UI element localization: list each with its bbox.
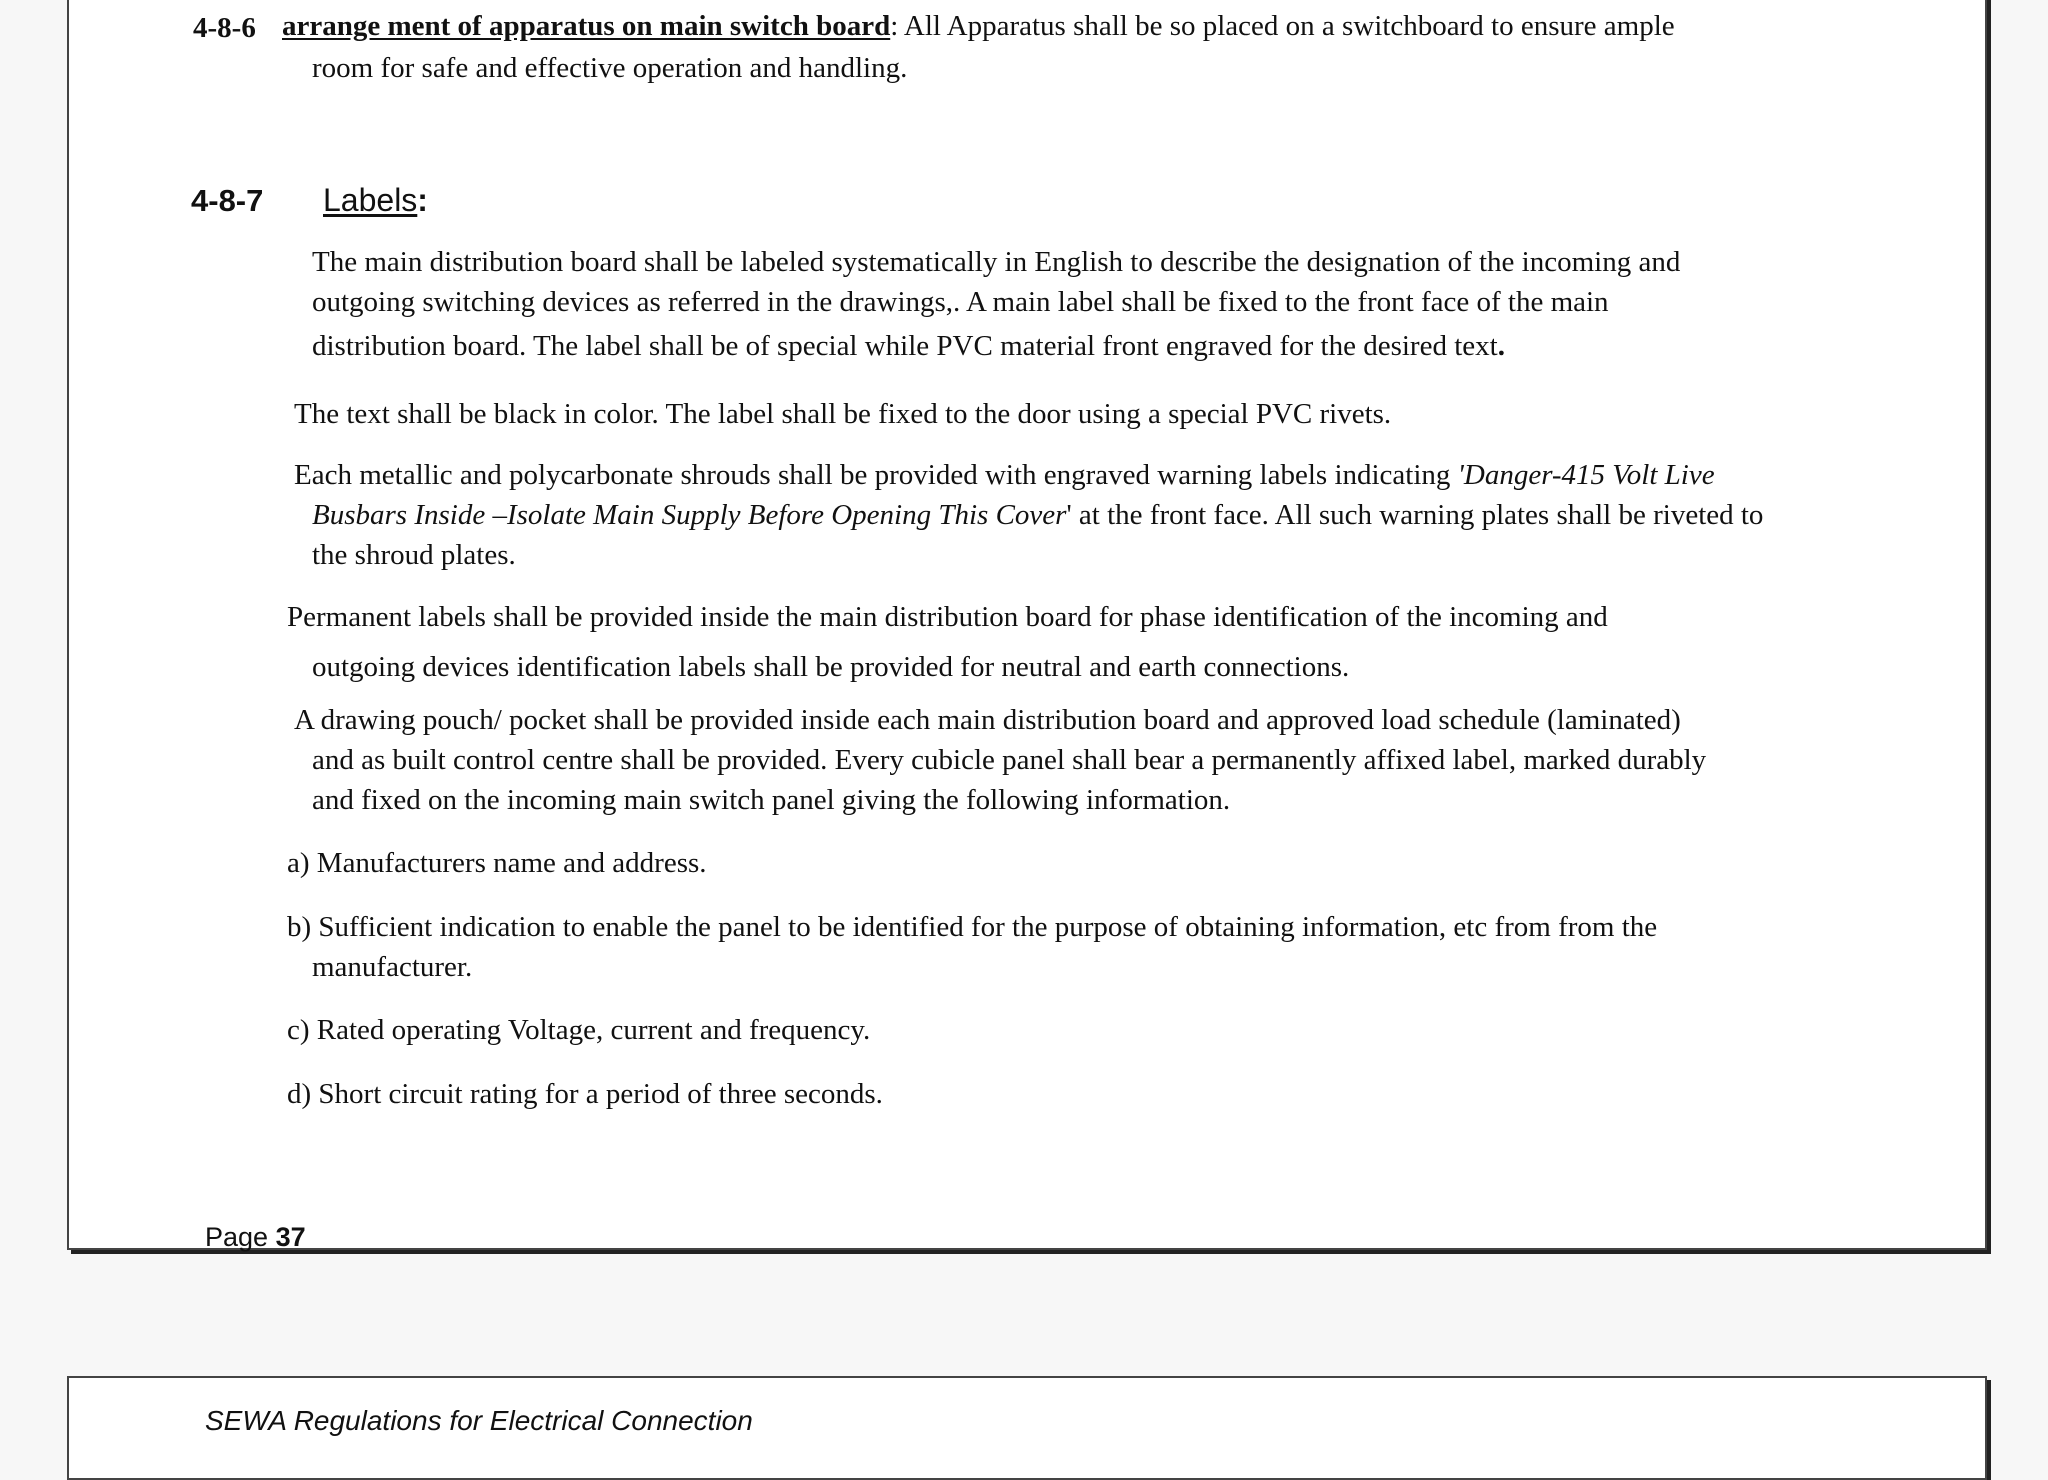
list-item-b-line1: b) Sufficient indication to enable the panel to be identified for the purpose of obtaining information, etc from from the [287,911,1658,943]
para5-line1: A drawing pouch/ pocket shall be provided inside each main distribution board and approved load schedule (laminated) [294,704,1681,736]
list-item-c: c) Rated operating Voltage, current and frequency. [287,1014,871,1046]
list-item-a: a) Manufacturers name and address. [287,847,707,879]
section-487-title: Labels [323,182,418,218]
section-487-number: 4-8-7 [191,183,264,218]
para3-line1 [294,461,1715,490]
para1-line3 [312,332,1505,361]
para3-line2 [312,501,1763,530]
para1-line2: outgoing switching devices as referred in the drawings,. A main label shall be fixed to the front face of the main [312,286,1609,318]
para3-line3: the shroud plates. [312,539,516,571]
list-item-d: d) Short circuit rating for a period of three seconds. [287,1078,883,1110]
para5-line2: and as built control centre shall be provided. Every cubicle panel shall bear a permanently affixed label, marked durably [312,744,1707,776]
page-footer [205,1222,306,1253]
next-page-header: SEWA Regulations for Electrical Connection [205,1405,753,1436]
para5-line3: and fixed on the incoming main switch panel giving the following information. [312,784,1231,816]
para1-line3-end: . [1497,330,1505,362]
para4-line1: Permanent labels shall be provided inside the main distribution board for phase identification of the incoming and [287,601,1608,633]
para3-warning-start: 'Danger-415 Volt Live [1457,459,1715,491]
para1-line1: The main distribution board shall be labeled systematically in English to describe the designation of the incoming and [312,246,1681,278]
para3-line2-text: ' at the front face. All such warning plates shall be riveted to [1066,499,1764,531]
para4-line2: outgoing devices identification labels shall be provided for neutral and earth connections. [312,651,1350,683]
para3-warning-end: Busbars Inside –Isolate Main Supply Before Opening This Cover [312,499,1067,531]
para2-line1: The text shall be black in color. The label shall be fixed to the door using a special PVC rivets. [294,398,1392,430]
page-number: 37 [275,1222,306,1252]
para1-line3-text: distribution board. The label shall be of special while PVC material front engraved for the desired text [312,330,1498,362]
list-item-b-line2: manufacturer. [312,951,473,983]
section-486-number: 4-8-6 [193,12,256,44]
section-486-line2: room for safe and effective operation and handling. [312,52,908,84]
page-label: Page [205,1222,276,1252]
section-486-line1-text: : All Apparatus shall be so placed on a switchboard to ensure ample [890,10,1675,42]
para3-line1-text: Each metallic and polycarbonate shrouds shall be provided with engraved warning labels indicating [294,459,1458,491]
section-487-heading [323,182,428,219]
section-487-colon: : [417,182,428,218]
section-486-line1 [282,12,1675,41]
section-486-title: arrange ment of apparatus on main switch board [282,10,891,42]
